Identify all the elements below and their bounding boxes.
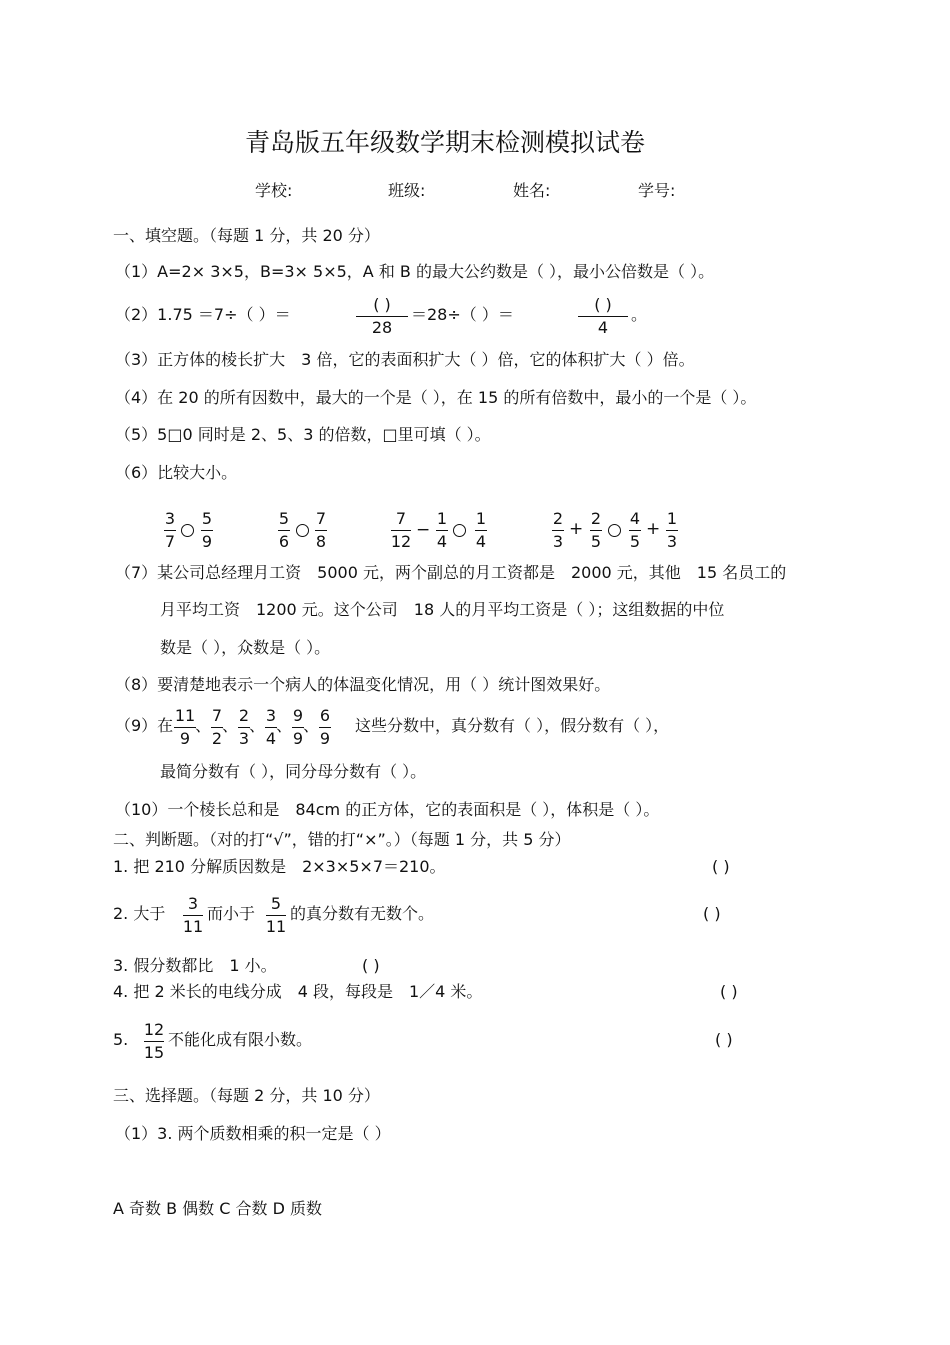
- judge-5-prefix: 5.: [113, 1030, 129, 1049]
- question-1-7-line2: 月平均工资 1200 元。这个公司 18 人的月平均工资是（ ）；这组数据的中位: [160, 600, 725, 619]
- fraction-numerator: 9: [292, 706, 304, 725]
- section2-heading: 二、判断题。（对的打“√”，错的打“×”。）（每题 1 分，共 5 分）: [113, 830, 571, 849]
- fraction-numerator: 7: [211, 706, 223, 725]
- compare-circle-4[interactable]: [608, 524, 621, 537]
- judge-3-answer[interactable]: ( ): [362, 956, 380, 975]
- judge-4-answer[interactable]: ( ): [720, 982, 738, 1001]
- name-field: 姓名:: [513, 181, 551, 200]
- judge-5-suffix: 不能化成有限小数。: [168, 1030, 313, 1049]
- minus-sign: −: [416, 520, 431, 540]
- q9-separator: 、: [303, 716, 320, 735]
- judge-4: 4. 把 2 米长的电线分成 4 段，每段是 1／4 米。: [113, 982, 483, 1001]
- fraction-numerator: ( ): [373, 295, 391, 314]
- plus-sign: +: [646, 519, 661, 539]
- fraction-denominator: 4: [265, 729, 277, 748]
- compare-circle-2[interactable]: [296, 524, 309, 537]
- judge-5-answer[interactable]: ( ): [715, 1030, 733, 1049]
- choice-options: A 奇数 B 偶数 C 合数 D 质数: [113, 1199, 323, 1218]
- question-1-10: （10）一个棱长总和是 84cm 的正方体，它的表面积是（ ），体积是（ ）。: [115, 800, 660, 819]
- judge-2-mid: 而小于: [207, 904, 256, 923]
- question-1-8: （8）要清楚地表示一个病人的体温变化情况，用（ ）统计图效果好。: [115, 675, 611, 694]
- fraction-denominator: 3: [238, 729, 250, 748]
- question-1-7-line3: 数是（ ），众数是（ ）。: [160, 638, 331, 657]
- q9-separator: 、: [195, 716, 212, 735]
- question-1-2-suffix: 。: [631, 305, 648, 324]
- fraction-denominator: 2: [211, 729, 223, 748]
- q9-separator: 、: [249, 716, 266, 735]
- q9-separator: 、: [276, 716, 293, 735]
- fraction-numerator: 3: [265, 706, 277, 725]
- section3-heading: 三、选择题。（每题 2 分，共 10 分）: [113, 1086, 380, 1105]
- question-1-2-prefix: （2）1.75 ＝7÷（ ）＝: [115, 305, 291, 324]
- section1-heading: 一、填空题。（每题 1 分，共 20 分）: [113, 226, 380, 245]
- compare-circle-1[interactable]: [181, 524, 194, 537]
- student-number-field: 学号:: [638, 181, 676, 200]
- judge-1: 1. 把 210 分解质因数是 2×3×5×7＝210。: [113, 857, 446, 876]
- question-1-6: （6）比较大小。: [115, 463, 238, 482]
- question-1-7-line1: （7）某公司总经理月工资 5000 元，两个副总的月工资都是 2000 元，其他 15 名员工的: [115, 563, 787, 582]
- page-title: 青岛版五年级数学期末检测模拟试卷: [245, 128, 646, 157]
- plus-sign: +: [569, 519, 584, 539]
- fraction-denominator: 28: [371, 318, 393, 337]
- compare-circle-3[interactable]: [453, 524, 466, 537]
- fraction-numerator: 6: [319, 706, 331, 725]
- judge-1-answer[interactable]: ( ): [712, 857, 730, 876]
- school-field: 学校:: [255, 181, 293, 200]
- fraction-denominator: 4: [597, 318, 609, 337]
- question-1-3: （3）正方体的棱长扩大 3 倍，它的表面积扩大（ ）倍，它的体积扩大（ ）倍。: [115, 350, 695, 369]
- question-1-4: （4）在 20 的所有因数中，最大的一个是（ ），在 15 的所有倍数中，最小的一个是（ ）。: [115, 388, 757, 407]
- fraction-numerator: 11: [174, 706, 196, 725]
- question-1-1: （1）A=2× 3×5，B=3× 5×5，A 和 B 的最大公约数是（ ），最小公倍数是（ ）。: [115, 262, 715, 281]
- question-1-2-mid: ＝28÷（ ）＝: [411, 305, 514, 324]
- judge-2-answer[interactable]: ( ): [703, 904, 721, 923]
- fraction-numerator: ( ): [594, 295, 612, 314]
- q9-separator: 、: [222, 716, 239, 735]
- class-field: 班级:: [388, 181, 426, 200]
- judge-2-prefix: 2. 大于: [113, 904, 166, 923]
- fraction-numerator: 2: [238, 706, 250, 725]
- question-1-9-line2: 最简分数有（ ），同分母分数有（ ）。: [160, 762, 427, 781]
- choice-question-1: （1）3. 两个质数相乘的积一定是（ ）: [115, 1124, 391, 1143]
- fraction-denominator: 9: [179, 729, 191, 748]
- question-1-5: （5）5□0 同时是 2、5、3 的倍数，□里可填（ ）。: [115, 425, 491, 444]
- question-1-9-suffix: 这些分数中，真分数有（ ），假分数有（ ），: [355, 716, 670, 735]
- judge-2-suffix: 的真分数有无数个。: [290, 904, 435, 923]
- question-1-9-prefix: （9）在: [115, 716, 174, 735]
- judge-3: 3. 假分数都比 1 小。: [113, 956, 277, 975]
- fraction-denominator: 9: [319, 729, 331, 748]
- fraction-denominator: 9: [292, 729, 304, 748]
